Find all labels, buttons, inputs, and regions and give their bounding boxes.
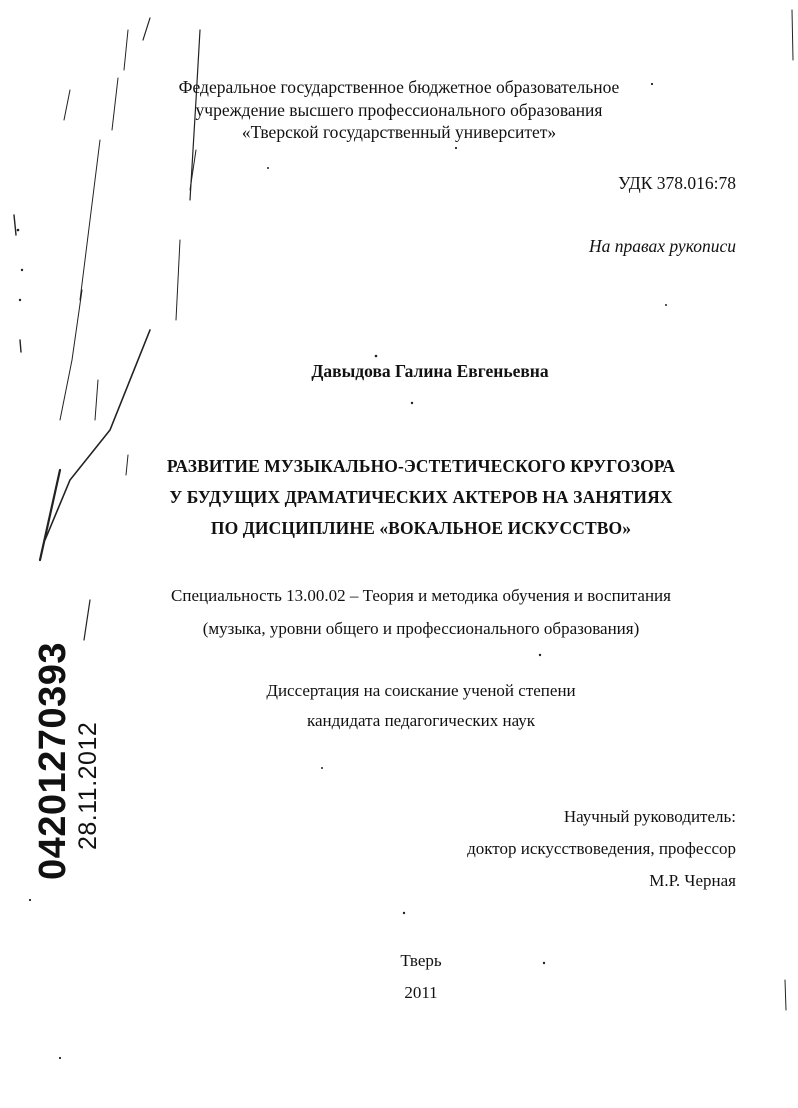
library-stamp-number: 04201270393 bbox=[32, 642, 74, 880]
author-name: Давыдова Галина Евгеньевна bbox=[311, 361, 549, 381]
city: Тверь bbox=[400, 951, 442, 970]
specialty-line-2: (музыка, уровни общего и профессионального образования) bbox=[202, 619, 640, 638]
supervisor-name: М.Р. Черная bbox=[649, 871, 736, 890]
manuscript-note: На правах рукописи bbox=[589, 236, 736, 256]
institution-line-2: учреждение высшего профессионального образования bbox=[195, 100, 603, 120]
title-line-3: ПО ДИСЦИПЛИНЕ «ВОКАЛЬНОЕ ИСКУССТВО» bbox=[210, 518, 632, 538]
institution-line-3: «Тверской государственный университет» bbox=[241, 122, 557, 142]
degree-line-2: кандидата педагогических наук bbox=[306, 711, 536, 730]
supervisor-position: доктор искусствоведения, профессор bbox=[467, 839, 736, 858]
specialty-line-1: Специальность 13.00.02 – Теория и методика обучения и воспитания bbox=[171, 586, 671, 605]
supervisor-label: Научный руководитель: bbox=[563, 807, 736, 826]
library-stamp-date: 28.11.2012 bbox=[74, 721, 102, 850]
institution-line-1: Федеральное государственное бюджетное образовательное bbox=[178, 77, 620, 97]
udk-code: УДК 378.016:78 bbox=[618, 173, 736, 193]
title-line-2: У БУДУЩИХ ДРАМАТИЧЕСКИХ АКТЕРОВ НА ЗАНЯТИЯХ bbox=[169, 487, 673, 507]
year: 2011 bbox=[404, 983, 438, 1002]
degree-line-1: Диссертация на соискание ученой степени bbox=[266, 681, 576, 700]
title-line-1: РАЗВИТИЕ МУЗЫКАЛЬНО-ЭСТЕТИЧЕСКОГО КРУГОЗОРА bbox=[166, 456, 676, 476]
